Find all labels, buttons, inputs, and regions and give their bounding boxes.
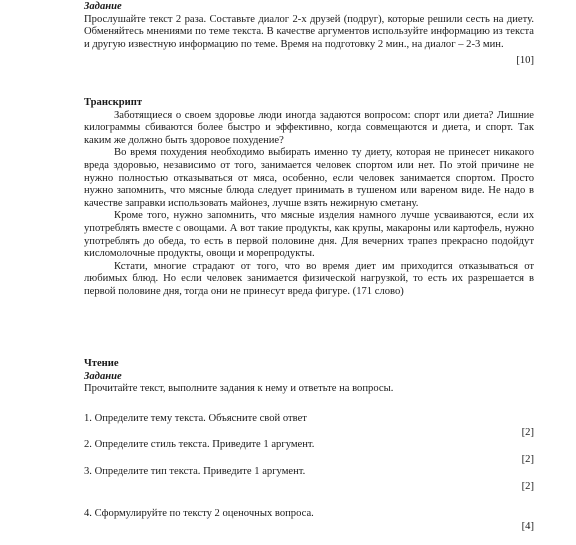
question-text: 1. Определите тему текста. Объясните свой ответ	[84, 413, 307, 424]
transcript-paragraph-2: Во время похудения необходимо выбирать именно ту диету, которая не принесет никакого вреда здоровью, независимо от того, занимается человек спортом или нет. По этой причине не нужно полностью отказываться от мяса, особенно, если человек занимается спортом. Просто нужно запомнить, что мясные блюда следует принимать в тушеном или вареном виде. Не надо в качестве заправки использовать майонез, лучше взять нежирную сметану.	[84, 147, 534, 209]
transcript-paragraph-1: Заботящиеся о своем здоровье люди иногда задаются вопросом: спорт или диета? Лишние килограммы сбиваются более быстро и эффективно, когда совмещаются и диета, и спорт. Так каким же должно быть здоровое похудение?	[84, 109, 534, 146]
transcript-paragraph-4: Кстати, многие страдают от того, что во время диет им приходится отказываться от любимых блюд. Но если человек занимается физической нагрузкой, то есть их разрешается в первой половине дня, тогда они не принесут вреда фигуре. (171 слово)	[84, 260, 534, 297]
question-mark: [2]	[521, 427, 534, 438]
transcript-heading: Транскрипт	[84, 97, 143, 108]
question-text: 4. Сформулируйте по тексту 2 оценочных вопроса.	[84, 508, 314, 519]
reading-heading: Чтение	[84, 358, 119, 369]
question-text: 3. Определите тип текста. Приведите 1 аргумент.	[84, 466, 306, 477]
reading-subheading: Задание	[84, 370, 122, 382]
transcript-section	[84, 97, 534, 299]
task-text: Прослушайте текст 2 раза. Составьте диалог 2-х друзей (подруг), которые решили сесть на диету. Обменяйтесь мнениями по теме текста. В качестве аргументов используйте информацию из текста и другую известную информацию по теме. Время на подготовку 2 мин., на диалог – 2-3 мин.	[84, 13, 534, 50]
question-mark: [2]	[521, 481, 534, 492]
task-section	[84, 1, 534, 68]
question-text: 2. Определите стиль текста. Приведите 1 аргумент.	[84, 439, 315, 450]
question-mark: [2]	[521, 454, 534, 465]
question-mark: [4]	[521, 521, 534, 532]
task-mark: [10]	[516, 55, 534, 67]
transcript-paragraph-3: Кроме того, нужно запомнить, что мясные изделия намного лучше усваиваются, если их употреблять вместе с овощами. А вот такие продукты, как крупы, макароны или картофель, нужно употреблять до обеда, то есть в первой половине дня. Для вечерних трапез прекрасно подойдут кисломолочные продукты, овощи и морепродукты.	[84, 210, 534, 260]
reading-instruction: Прочитайте текст, выполните задания к нему и ответьте на вопросы.	[84, 383, 394, 395]
task-heading: Задание	[84, 1, 122, 12]
reading-section	[84, 358, 534, 396]
